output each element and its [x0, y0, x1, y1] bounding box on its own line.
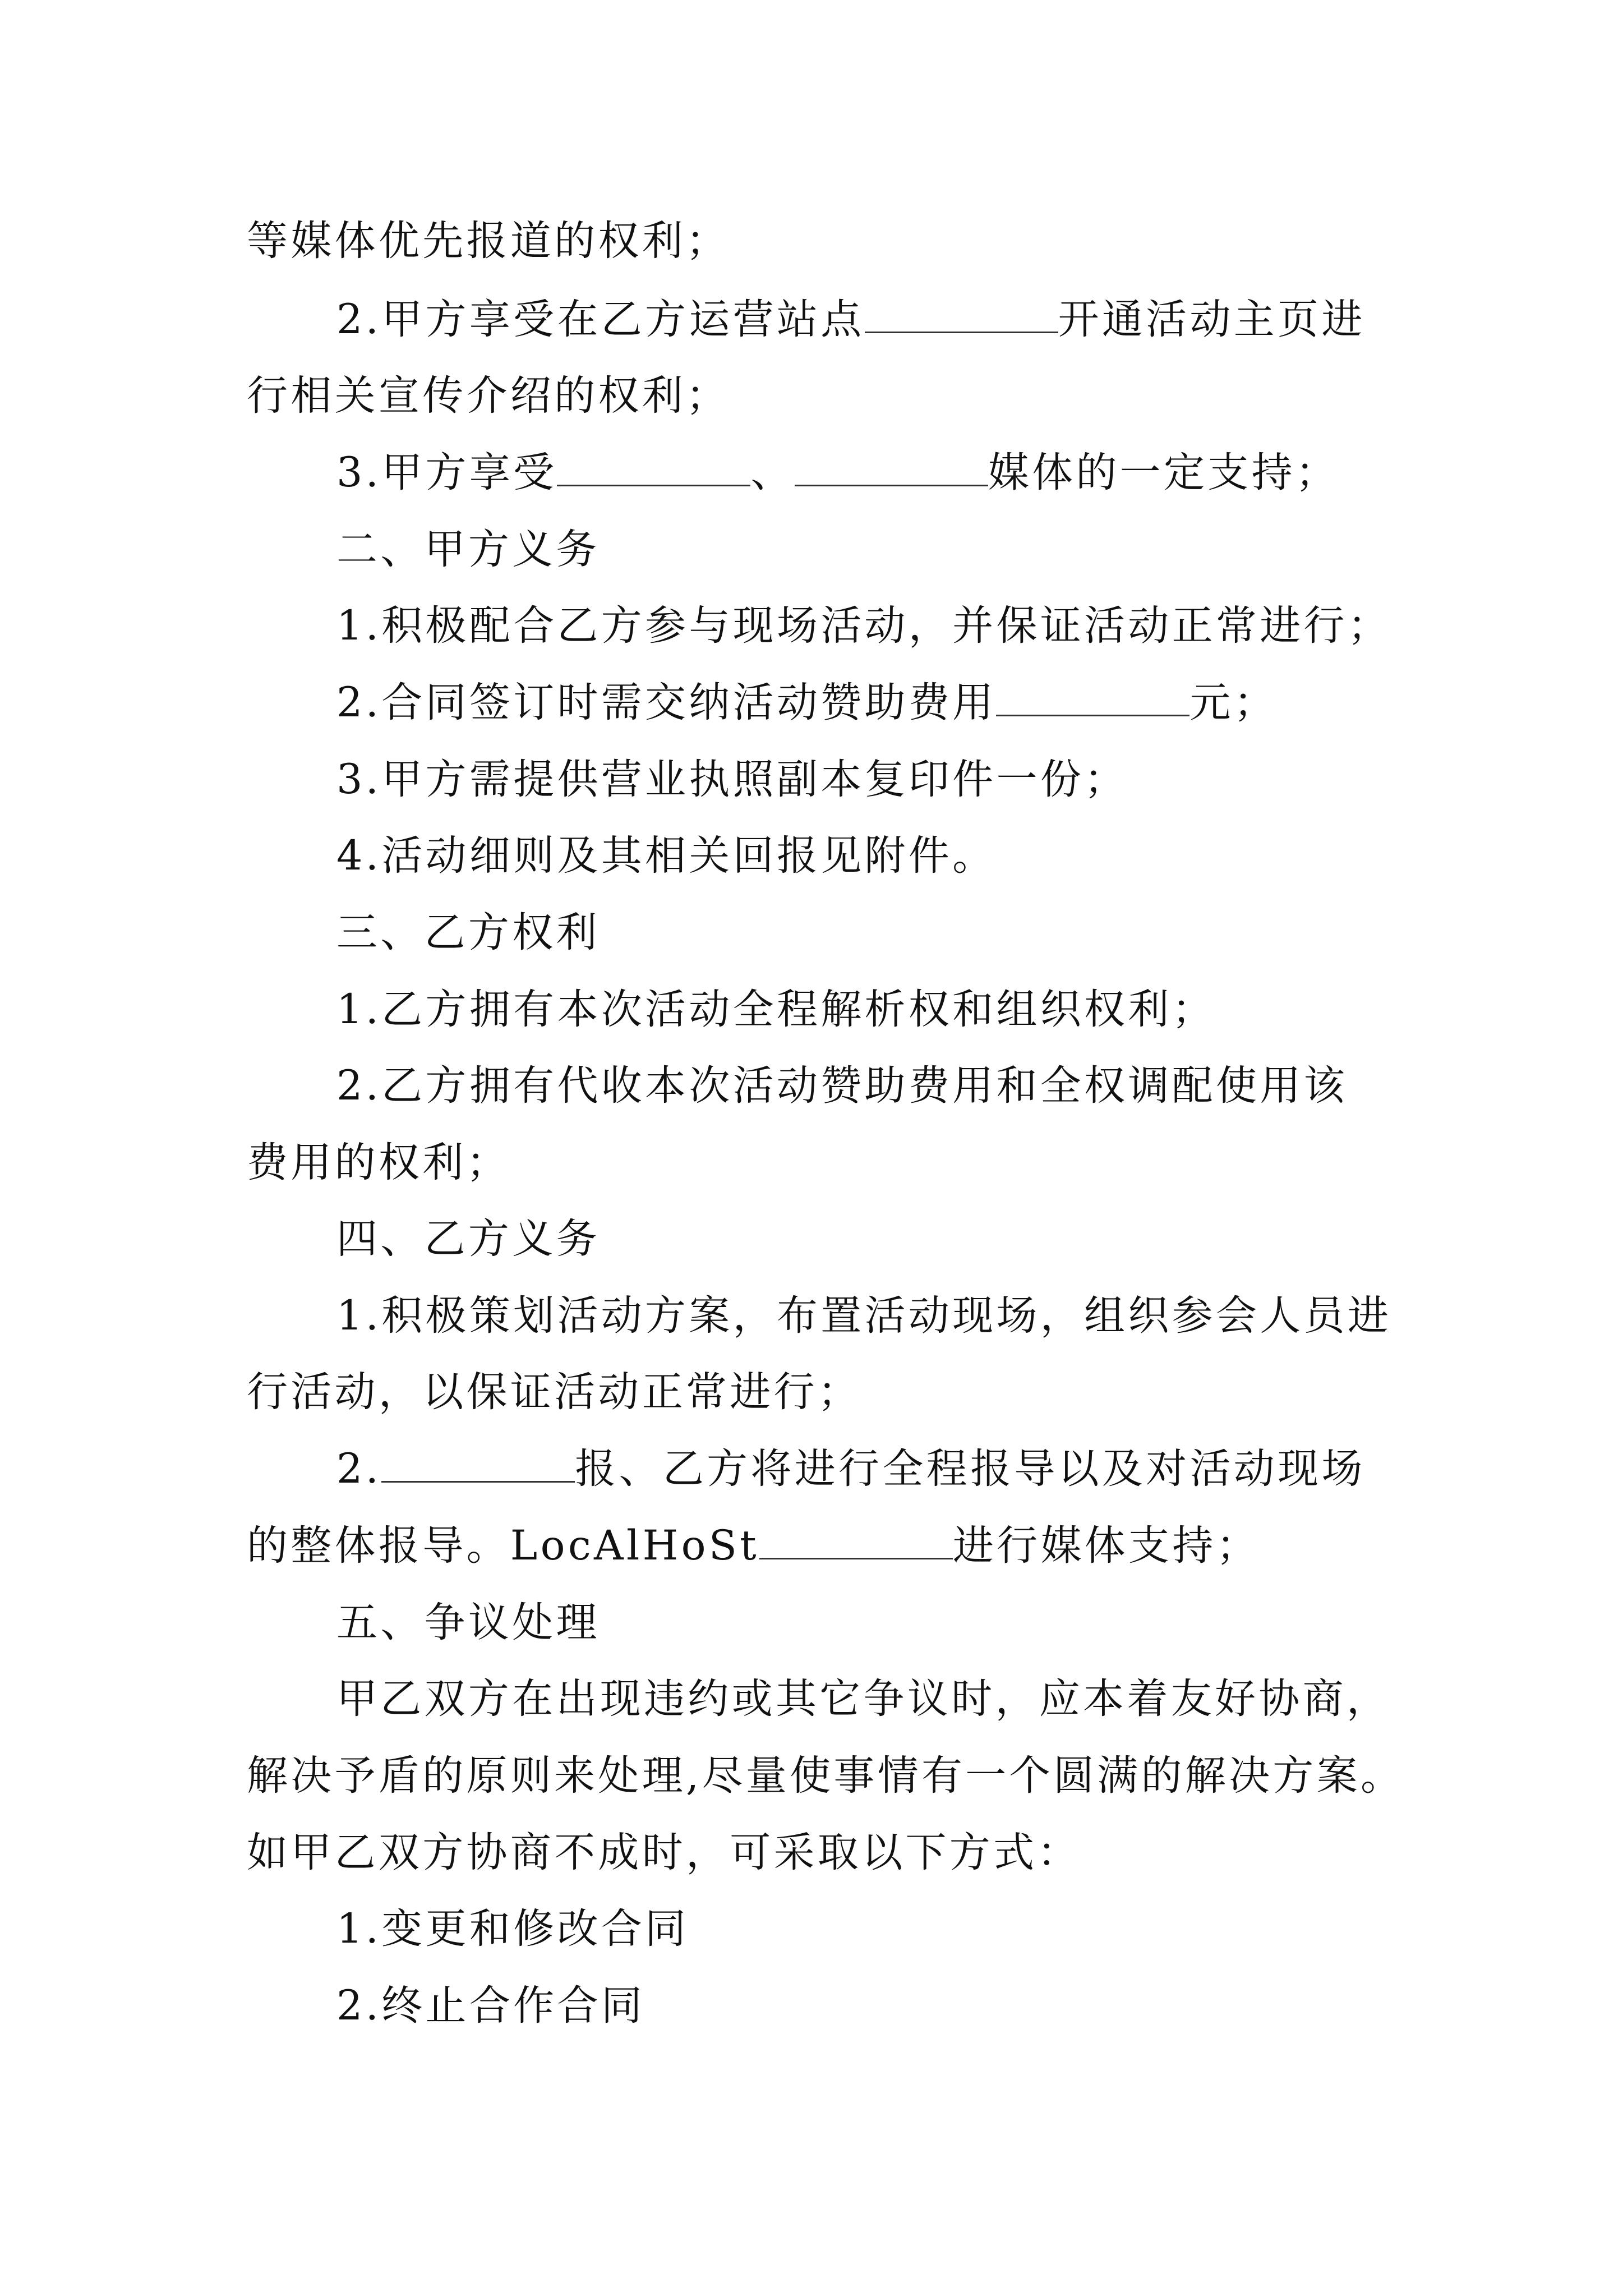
text-run: 二、甲方义务	[336, 526, 600, 573]
text-line	[247, 368, 730, 424]
fill-in-blank[interactable]	[996, 680, 1189, 716]
text-line	[336, 752, 1128, 808]
text-line	[336, 1288, 1391, 1344]
text-run: 解决予盾的原则来处理,尽量使事情有一个圆满的解决方案。	[247, 1752, 1405, 1800]
text-run: 4.活动细则及其相关回报见附件。	[336, 832, 997, 880]
text-run: 行活动，以保证活动正常进行；	[247, 1368, 862, 1416]
text-run: 进行媒体支持；	[952, 1522, 1260, 1570]
text-run: 费用的权利；	[247, 1139, 510, 1186]
text-run: 1.乙方拥有本次活动全程解析权和组织权利；	[336, 986, 1216, 1033]
text-run: 媒体的一定支持；	[988, 449, 1340, 496]
text-line	[336, 1978, 645, 2034]
section-heading	[336, 522, 600, 578]
text-run: 2.	[336, 1445, 382, 1493]
text-line	[247, 1748, 1404, 1804]
text-run: 如甲乙双方协商不成时，可采取以下方式：	[247, 1829, 1081, 1876]
text-line	[336, 828, 996, 884]
text-run: 1.积极策划活动方案，布置活动现场，组织参会人员进	[336, 1292, 1392, 1340]
text-line	[336, 292, 1366, 348]
text-run: 元；	[1189, 679, 1278, 726]
text-run: 3.甲方需提供营业执照副本复印件一份；	[336, 756, 1128, 803]
section-heading	[336, 905, 600, 961]
fill-in-blank[interactable]	[865, 297, 1058, 333]
text-run: 2.终止合作合同	[336, 1982, 645, 2030]
text-run: 等媒体优先报道的权利；	[247, 217, 730, 265]
text-line	[336, 675, 1278, 731]
text-run: 、	[750, 449, 795, 496]
text-run: 五、争议处理	[336, 1599, 600, 1646]
fill-in-blank[interactable]	[759, 1523, 953, 1559]
fill-in-blank[interactable]	[381, 1446, 575, 1483]
text-run: 1.积极配合乙方参与现场活动，并保证活动正常进行；	[336, 602, 1392, 650]
text-line	[336, 1058, 1348, 1114]
text-run: 2.合同签订时需交纳活动赞助费用	[336, 679, 997, 726]
text-run: 3.甲方享受	[336, 449, 557, 496]
text-run: 三、乙方权利	[336, 909, 600, 956]
text-line	[336, 598, 1391, 654]
text-run: 报、乙方将进行全程报导以及对活动现场	[575, 1445, 1366, 1493]
text-line	[247, 213, 730, 269]
text-line	[247, 1518, 1260, 1574]
text-line	[336, 1901, 689, 1957]
text-run: 开通活动主页进	[1058, 296, 1366, 343]
fill-in-blank[interactable]	[795, 450, 988, 486]
text-run: 2.乙方拥有代收本次活动赞助费用和全权调配使用该	[336, 1062, 1348, 1110]
section-heading	[336, 1211, 600, 1267]
text-run: 甲乙双方在出现违约或其它争议时，应本着友好协商，	[336, 1675, 1391, 1723]
text-run: 行相关宣传介绍的权利；	[247, 372, 730, 420]
section-heading	[336, 1595, 600, 1651]
text-line	[247, 1825, 1081, 1881]
text-run: 的整体报导。LocAlHoSt	[247, 1522, 759, 1570]
fill-in-blank[interactable]	[557, 450, 750, 486]
text-line	[336, 445, 1339, 501]
text-line	[247, 1135, 510, 1191]
text-line	[336, 982, 1216, 1038]
text-line	[336, 1671, 1390, 1727]
text-run: 四、乙方义务	[336, 1215, 600, 1263]
text-line	[247, 1364, 861, 1420]
text-line	[336, 1441, 1366, 1497]
text-run: 2.甲方享受在乙方运营站点	[336, 296, 865, 343]
text-run: 1.变更和修改合同	[336, 1905, 689, 1953]
